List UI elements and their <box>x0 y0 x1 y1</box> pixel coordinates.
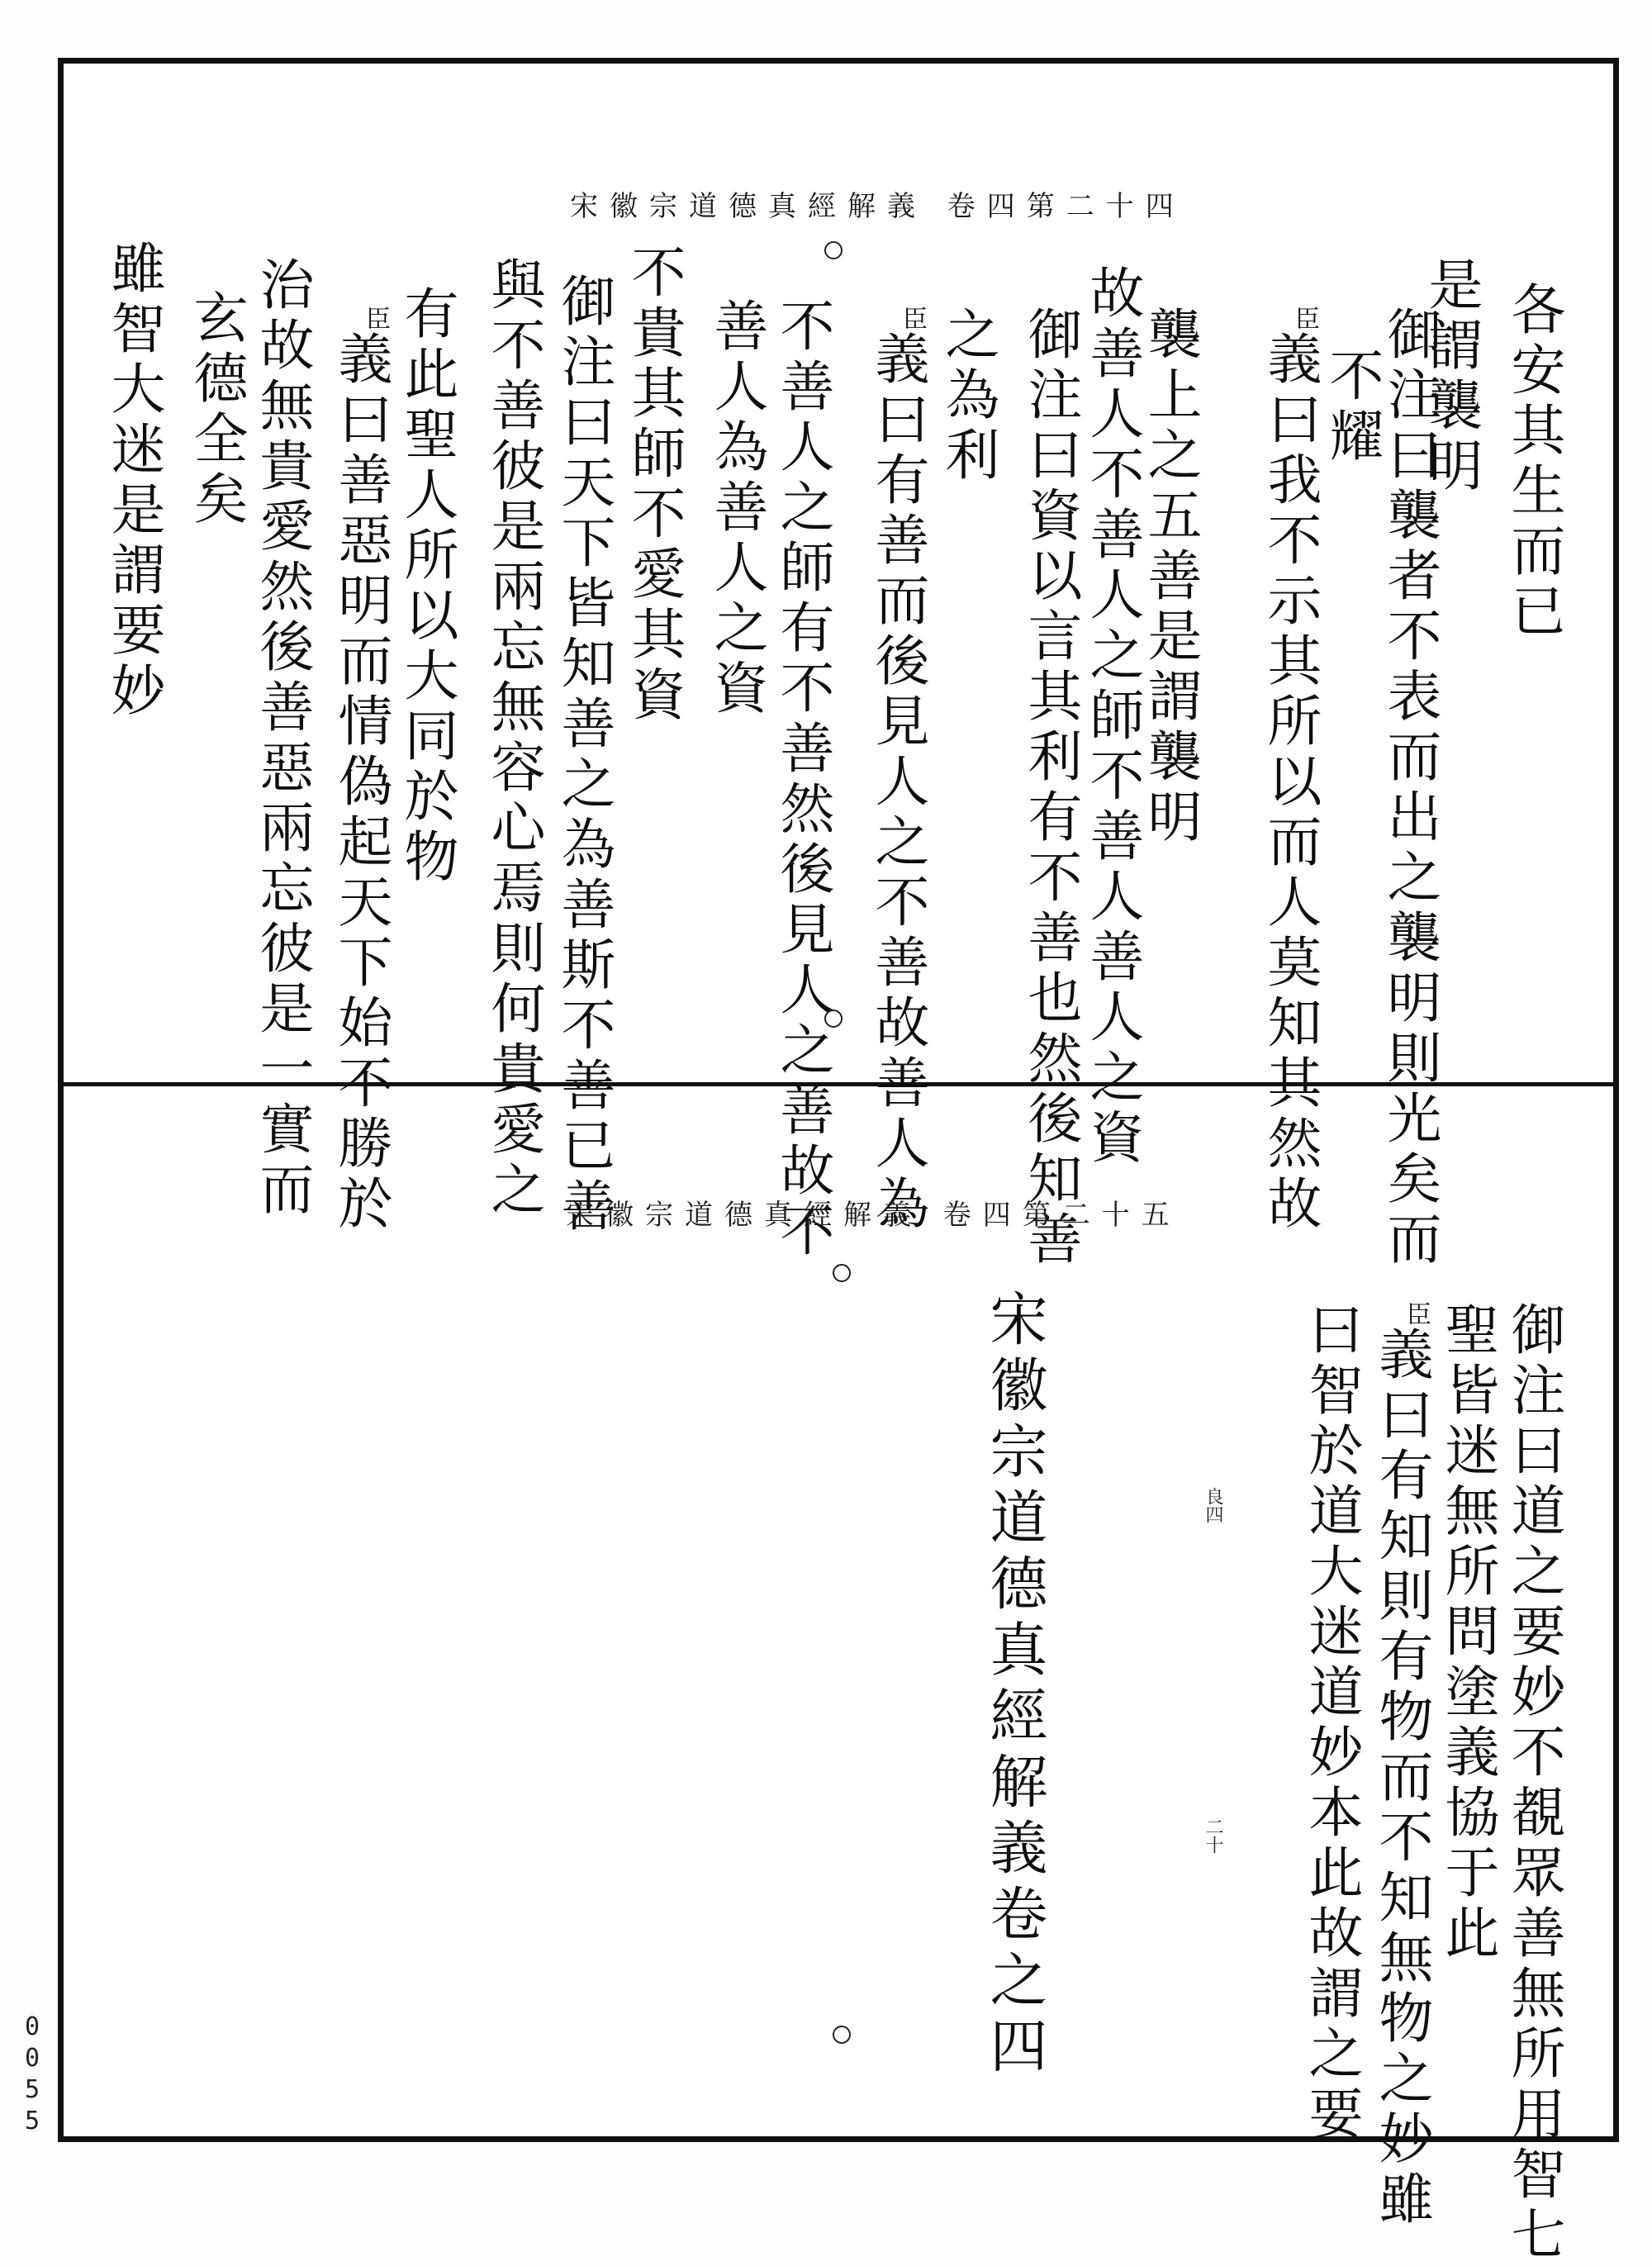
minister-marker: 臣 <box>1290 306 1319 330</box>
minister-marker: 臣 <box>898 306 927 330</box>
top-page-header: 宋徽宗道德真經解義 卷四第二十四 <box>570 190 1185 223</box>
top-col-19: 玄德全矣 <box>184 289 248 530</box>
top-col-15: 與不善彼是兩忘無容心焉則何貴愛之 <box>482 256 545 1221</box>
top-col-12: 善人為善人之資 <box>705 297 768 720</box>
top-col-10: $^臣$義曰有善而後見人之不善故善人為 <box>866 306 929 1235</box>
binding-hole <box>833 1264 851 1282</box>
top-col-5: $^臣$義曰我不示其所以而人莫知其然故 <box>1258 306 1322 1235</box>
binding-hole <box>824 1009 843 1028</box>
top-col-1: 各安其生而已 <box>1502 281 1565 643</box>
top-col-16: 有此聖人所以大同於物 <box>395 285 458 888</box>
bottom-col-3: $^臣$義曰有知則有物而不知無物之妙雖 <box>1370 1301 1433 2230</box>
bottom-page-header: 宋徽宗道德真經解義 卷四第二十五 <box>566 1199 1181 1232</box>
minister-marker: 臣 <box>1402 1301 1431 1326</box>
top-col-13: 不貴其師不愛其資 <box>622 244 686 726</box>
top-col-14: 御注曰天下皆知善之為善斯不善已善 <box>552 273 615 1238</box>
top-col-20: 雖智大迷是謂要妙 <box>102 240 165 722</box>
top-col-3: 御注曰襲者不表而出之襲明則光矣而 <box>1378 306 1441 1271</box>
top-col-8: 御注曰資以言其利有不善也然後知善 <box>1018 306 1082 1271</box>
minister-marker: 臣 <box>361 306 390 330</box>
top-col-11: 不善人之師有不善然後見人之善故不 <box>771 297 834 1262</box>
binding-hole <box>824 241 843 259</box>
folio-top: 良四 <box>1203 1487 1223 1523</box>
top-col-7: 故善人不善人之師不善人善人之資 <box>1080 264 1144 1169</box>
top-col-9: 之為利 <box>936 306 999 487</box>
top-col-4: 不耀 <box>1320 347 1384 468</box>
top-col-2: 是謂襲明 <box>1419 256 1483 497</box>
page-number: 0055 <box>24 2012 40 2135</box>
binding-hole <box>833 2026 851 2044</box>
bottom-col-4: 曰智於道大迷道妙本此故謂之要 <box>1299 1301 1363 2145</box>
top-col-18: 治故無貴愛然後善惡兩忘彼是一實而 <box>250 256 314 1221</box>
bottom-col-1: 御注曰道之要妙不覩眾善無所用智七 <box>1502 1301 1565 2266</box>
bottom-col-2: 聖皆迷無所問塗義協于此 <box>1436 1301 1499 1964</box>
scroll-title: 宋徽宗道德真經解義卷之四 <box>980 1289 1048 2082</box>
top-col-6: 襲上之五善是謂襲明 <box>1138 306 1202 848</box>
top-col-17: $^臣$義曰善惡明而情偽起天下始不勝於 <box>329 306 392 1235</box>
folio-bottom: 二十 <box>1203 1817 1223 1854</box>
